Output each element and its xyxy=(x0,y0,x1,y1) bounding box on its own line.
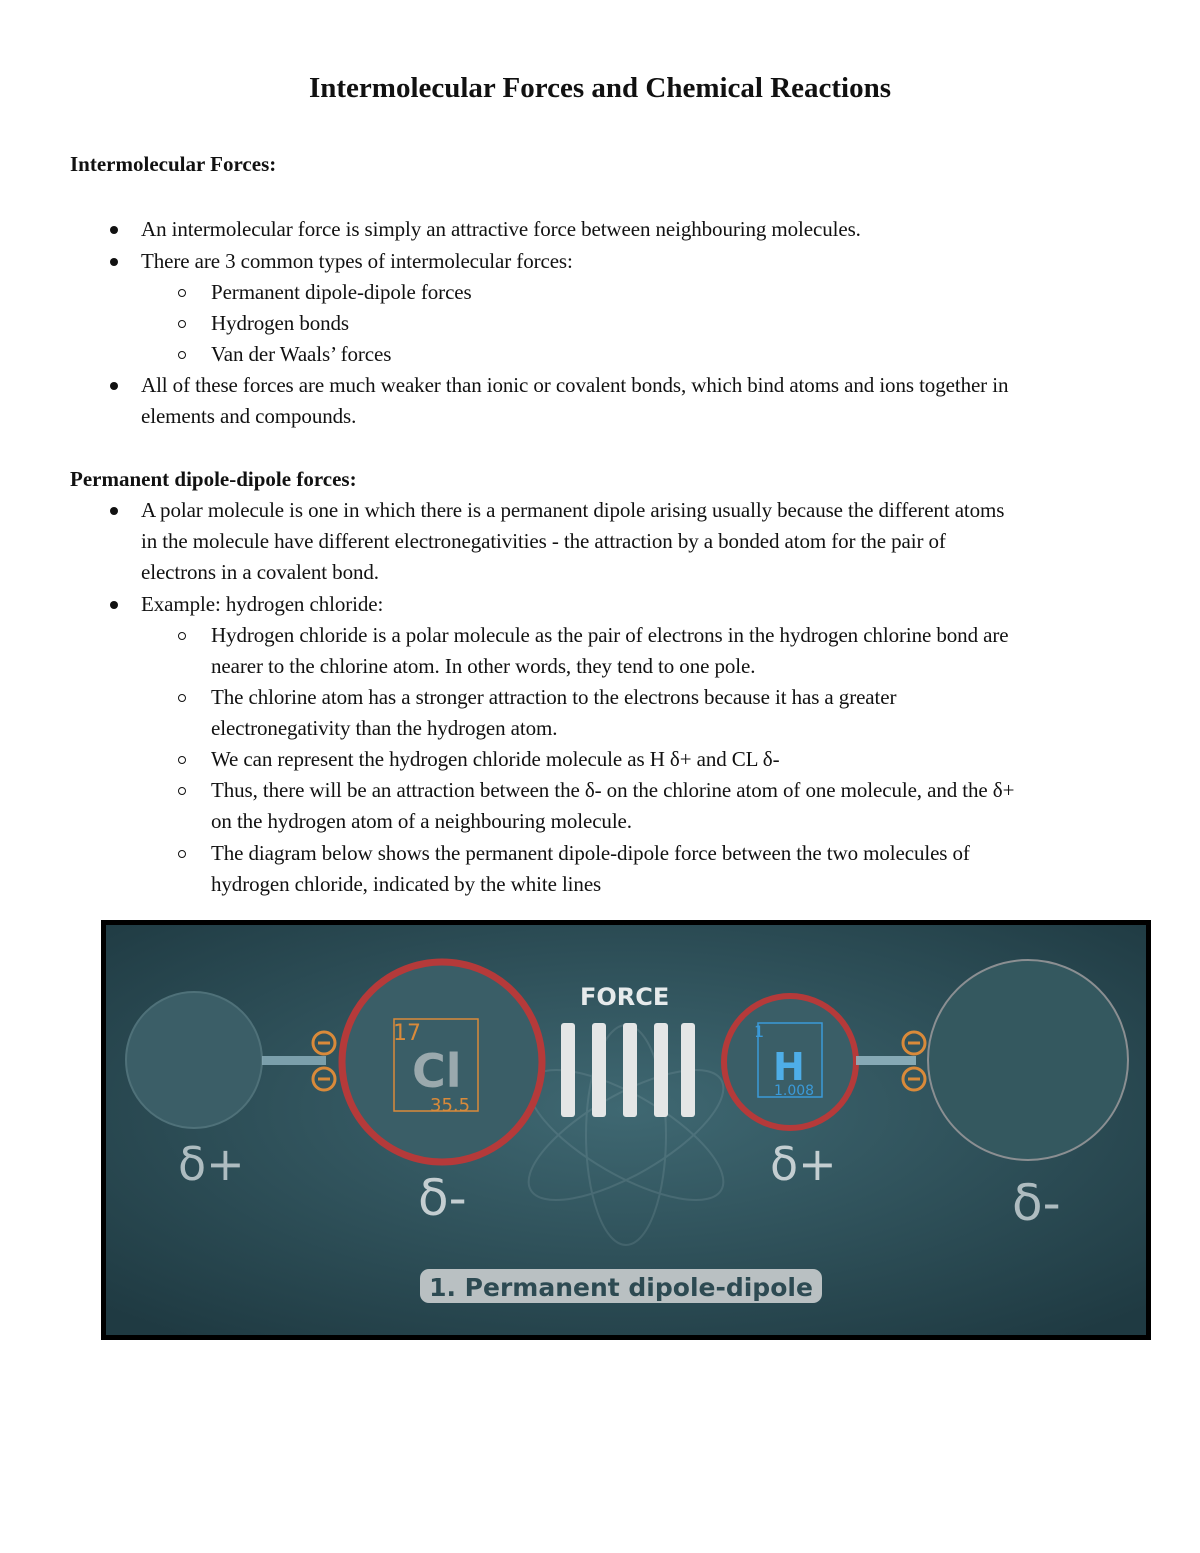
list-item: Example: hydrogen chloride: xyxy=(141,592,384,616)
bullet-icon xyxy=(110,507,118,515)
hydrogen-mass: 1.008 xyxy=(774,1083,815,1099)
sub-list-item: The chlorine atom has a stronger attraction to the electrons because it has a greater xyxy=(211,685,897,709)
hollow-bullet-icon xyxy=(178,351,186,359)
section-heading-dipole-forces: Permanent dipole-dipole forces: xyxy=(70,467,357,491)
sub-list-item-continuation: on the hydrogen atom of a neighbouring molecule. xyxy=(211,809,632,833)
figure-caption: 1. Permanent dipole-dipole xyxy=(429,1273,813,1302)
hollow-bullet-icon xyxy=(178,850,186,858)
delta-minus-left: δ- xyxy=(418,1169,467,1227)
sub-list-item: We can represent the hydrogen chloride molecule as H δ+ and CL δ- xyxy=(211,747,780,771)
left-hydrogen-atom xyxy=(126,992,262,1128)
section-heading-intermolecular-forces: Intermolecular Forces: xyxy=(70,152,277,176)
hollow-bullet-icon xyxy=(178,694,186,702)
sub-list-item-continuation: electronegativity than the hydrogen atom. xyxy=(211,716,558,740)
sub-list-item-continuation: nearer to the chlorine atom. In other words, they tend to one pole. xyxy=(211,654,756,678)
hollow-bullet-icon xyxy=(178,787,186,795)
hydrogen-atomic-number: 1 xyxy=(754,1022,765,1041)
hollow-bullet-icon xyxy=(178,632,186,640)
list-item-continuation: elements and compounds. xyxy=(141,404,357,428)
dipole-dipole-figure xyxy=(101,920,1151,1340)
chlorine-mass: 35.5 xyxy=(430,1095,471,1116)
sub-list-item: Hydrogen chloride is a polar molecule as the pair of electrons in the hydrogen chlorine bond are xyxy=(211,623,1009,647)
hydrogen-symbol: H xyxy=(773,1045,805,1089)
sub-list-item: Hydrogen bonds xyxy=(211,311,350,335)
force-label: FORCE xyxy=(580,983,670,1011)
bullet-icon xyxy=(110,258,118,266)
chlorine-atomic-number: 17 xyxy=(393,1021,421,1046)
left-bond xyxy=(262,1056,326,1065)
bullet-icon xyxy=(110,382,118,390)
chlorine-symbol: Cl xyxy=(412,1044,462,1098)
hollow-bullet-icon xyxy=(178,320,186,328)
delta-plus-left: δ+ xyxy=(178,1137,245,1191)
sub-list-item: The diagram below shows the permanent dipole-dipole force between the two molecules of xyxy=(211,841,970,865)
list-item-continuation: electrons in a covalent bond. xyxy=(141,560,379,584)
sub-list-item-continuation: hydrogen chloride, indicated by the white lines xyxy=(211,872,602,896)
list-item: All of these forces are much weaker than ionic or covalent bonds, which bind atoms and ions together in xyxy=(141,373,1009,397)
hollow-bullet-icon xyxy=(178,756,186,764)
delta-minus-right: δ- xyxy=(1012,1174,1061,1232)
list-item: An intermolecular force is simply an attractive force between neighbouring molecules. xyxy=(141,217,861,241)
sub-list-item: Van der Waals’ forces xyxy=(211,342,392,366)
hollow-bullet-icon xyxy=(178,289,186,297)
list-item: There are 3 common types of intermolecular forces: xyxy=(141,249,573,273)
right-chlorine-atom xyxy=(928,960,1128,1160)
list-item-continuation: in the molecule have different electronegativities - the attraction by a bonded atom for the pair of xyxy=(141,529,946,553)
bullet-icon xyxy=(110,226,118,234)
sub-list-item: Permanent dipole-dipole forces xyxy=(211,280,472,304)
delta-plus-right: δ+ xyxy=(770,1137,837,1191)
page-title: Intermolecular Forces and Chemical Reactions xyxy=(308,72,892,104)
sub-list-item: Thus, there will be an attraction between the δ- on the chlorine atom of one molecule, and the δ+ xyxy=(211,778,1015,802)
list-item: A polar molecule is one in which there is a permanent dipole arising usually because the different atoms xyxy=(141,498,1005,522)
right-bond xyxy=(856,1056,916,1065)
bullet-icon xyxy=(110,601,118,609)
dipole-diagram xyxy=(106,925,1146,1335)
